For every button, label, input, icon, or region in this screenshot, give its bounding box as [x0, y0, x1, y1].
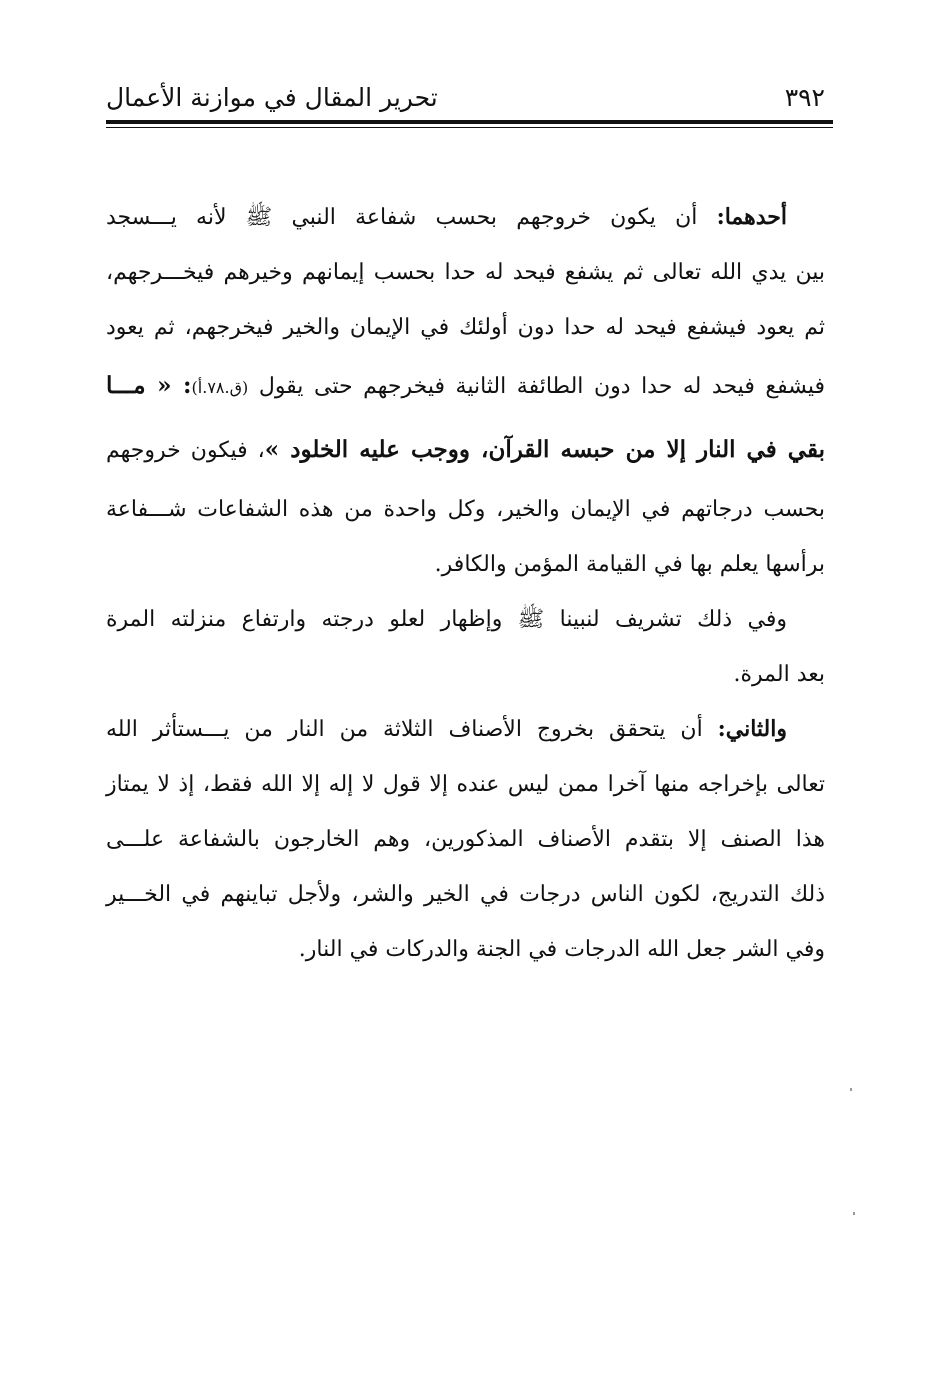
text-line: تعالى بإخراجه منها آخرا ممن ليس عنده إلا قول لا إله إلا الله فقط، إذ لا يمتاز [106, 772, 825, 797]
paragraph-honor [106, 592, 825, 702]
scan-speck [853, 1212, 855, 1215]
paragraph-second-point [106, 702, 825, 977]
text-line [106, 702, 825, 757]
text-line: وفي الشر جعل الله الدرجات في الجنة والدركات في النار. [298, 937, 825, 962]
text-line: هذا الصنف إلا بتقدم الأصناف المذكورين، وهم الخارجون بالشفاعة علـــى [106, 827, 825, 852]
text-line: ذلك التدريج، لكون الناس درجات في الخير والشر، ولأجل تباينهم في الخـــير [106, 882, 825, 907]
quote-opening: : « مـــا [106, 372, 192, 399]
text-line: برأسها يعلم بها في القيامة المؤمن والكافر. [434, 552, 825, 577]
text-line [106, 419, 825, 482]
text-line [106, 355, 825, 419]
text-line: ثم يعود فيشفع فيحد له حدا دون أولئك في الإيمان والخير فيخرجهم، ثم يعود [106, 315, 825, 340]
page-header [106, 80, 825, 120]
line-text: فيشفع فيحد له حدا دون الطائفة الثانية فيخرجهم حتى يقول [258, 374, 825, 399]
hadith-quote: بقي في النار إلا من حبسه القرآن، ووجب عليه الخلود » [264, 436, 825, 463]
text-line: بين يدي الله تعالى ثم يشفع فيحد له حدا بحسب إيمانهم وخيرهم فيخـــرجهم، [106, 260, 825, 285]
running-title: تحرير المقال في موازنة الأعمال [106, 83, 438, 112]
text-line: بحسب درجاتهم في الإيمان والخير، وكل واحدة من هذه الشفاعات شـــفاعة [106, 497, 825, 522]
line-text: أن يكون خروجهم بحسب شفاعة النبي ﷺ لأنه يـــسجد [106, 205, 698, 230]
line-text: أن يتحقق بخروج الأصناف الثلاثة من النار من يـــستأثر الله [106, 717, 703, 742]
paragraph-first-point [106, 190, 825, 592]
paragraph-lead: والثاني: [717, 716, 787, 742]
header-rule-thin [106, 127, 833, 128]
text-line [106, 190, 825, 245]
paragraph-lead: أحدهما: [716, 204, 788, 230]
body-text [106, 190, 825, 977]
manuscript-reference: (ق.٧٨.أ) [191, 378, 249, 397]
scan-speck [850, 1088, 852, 1091]
header-rule-thick [106, 120, 833, 124]
line-text: ، فيكون خروجهم [106, 438, 265, 463]
text-line: بعد المرة. [733, 662, 825, 687]
page-number: ٣٩٢ [784, 83, 825, 112]
text-line: وفي ذلك تشريف لنبينا ﷺ وإظهار لعلو درجته وارتفاع منزلته المرة [106, 607, 787, 632]
